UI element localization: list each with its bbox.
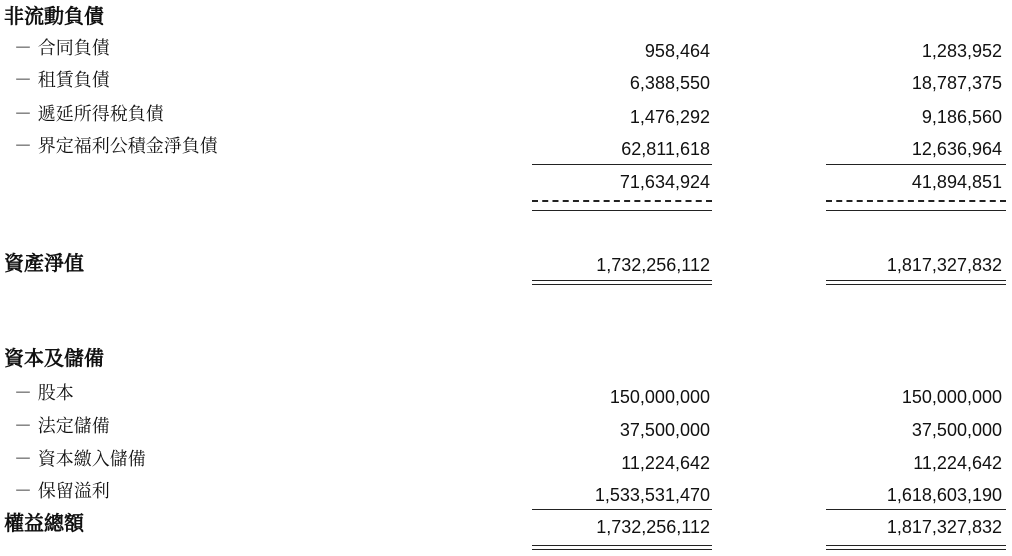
value-retained-profits-col1: 1,533,531,470 [594,485,710,505]
total-equity-double-rule-top-col1 [532,545,712,546]
row-label-lease-liabilities: － 租賃負債 [14,70,110,91]
row-label-net-assets: 資產淨值 [4,251,84,275]
section-title-capital-and-reserves: 資本及儲備 [4,346,104,370]
value-deferred-tax-liabilities-col2: 9,186,560 [921,107,1002,127]
total-equity-double-rule-bottom-col2 [826,549,1006,550]
subtotal-rule-col2 [826,164,1006,165]
value-lease-liabilities-col1: 6,388,550 [629,73,710,93]
value-capital-contribution-reserve-col2: 11,224,642 [913,453,1002,473]
value-non-current-liabilities-subtotal-col1: 71,634,924 [619,172,710,192]
subtotal-dashed-rule-col1 [532,200,712,202]
equity-rule-col2 [826,509,1006,510]
value-net-assets-col2: 1,817,327,832 [886,255,1002,275]
value-statutory-reserve-col2: 37,500,000 [911,420,1002,440]
value-statutory-reserve-col1: 37,500,000 [619,420,710,440]
equity-rule-col1 [532,509,712,510]
subtotal-bottom-rule-col1 [532,210,712,211]
net-assets-double-rule-bottom-col1 [532,284,712,285]
subtotal-dashed-rule-col2 [826,200,1006,202]
value-retained-profits-col2: 1,618,603,190 [886,485,1002,505]
section-title-non-current-liabilities: 非流動負債 [4,4,104,28]
value-lease-liabilities-col2: 18,787,375 [911,73,1002,93]
value-net-assets-col1: 1,732,256,112 [596,255,710,275]
row-label-share-capital: － 股本 [14,383,74,404]
net-assets-double-rule-bottom-col2 [826,284,1006,285]
value-total-equity-col1: 1,732,256,112 [596,517,710,537]
value-defined-benefit-liabilities-col2: 12,636,964 [911,139,1002,159]
subtotal-bottom-rule-col2 [826,210,1006,211]
row-label-statutory-reserve: － 法定儲備 [14,416,110,437]
total-equity-double-rule-bottom-col1 [532,549,712,550]
row-label-contract-liabilities: － 合同負債 [14,38,110,59]
row-label-total-equity: 權益總額 [4,511,84,535]
value-defined-benefit-liabilities-col1: 62,811,618 [621,139,710,159]
row-label-deferred-tax-liabilities: － 遞延所得稅負債 [14,104,164,125]
value-total-equity-col2: 1,817,327,832 [886,517,1002,537]
value-share-capital-col2: 150,000,000 [901,387,1002,407]
row-label-capital-contribution-reserve: － 資本繳入儲備 [14,449,146,470]
net-assets-double-rule-top-col2 [826,280,1006,281]
value-share-capital-col1: 150,000,000 [609,387,710,407]
value-non-current-liabilities-subtotal-col2: 41,894,851 [911,172,1002,192]
row-label-defined-benefit-liabilities: － 界定福利公積金淨負債 [14,136,218,157]
row-label-retained-profits: － 保留溢利 [14,481,110,502]
value-capital-contribution-reserve-col1: 11,224,642 [621,453,710,473]
value-contract-liabilities-col1: 958,464 [644,41,710,61]
total-equity-double-rule-top-col2 [826,545,1006,546]
subtotal-rule-col1 [532,164,712,165]
value-contract-liabilities-col2: 1,283,952 [921,41,1002,61]
value-deferred-tax-liabilities-col1: 1,476,292 [629,107,710,127]
net-assets-double-rule-top-col1 [532,280,712,281]
